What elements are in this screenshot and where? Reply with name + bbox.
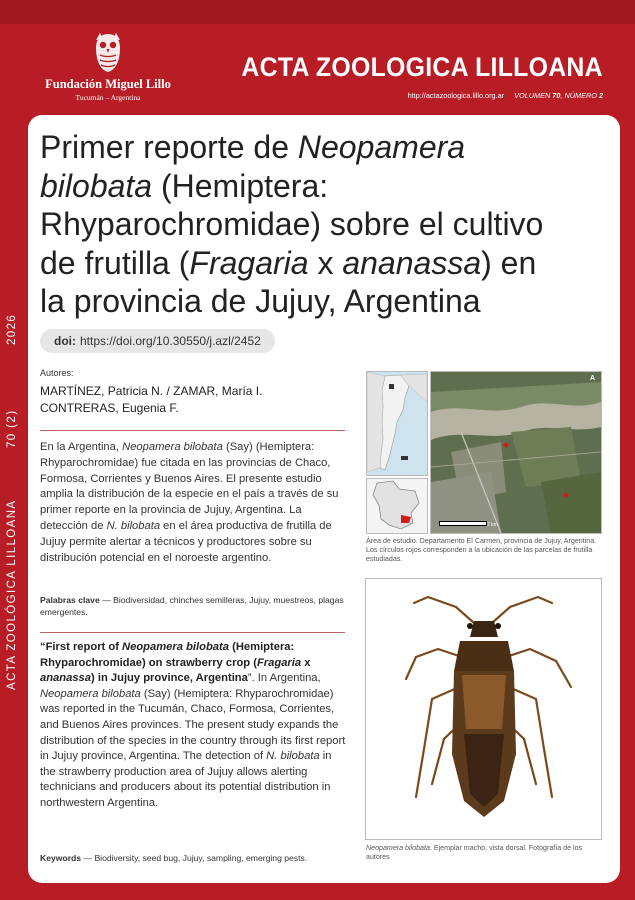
- doi-badge[interactable]: [40, 329, 275, 353]
- journal-title: ACTA ZOOLOGICA LILLOANA: [241, 52, 603, 82]
- north-arrow-icon: A: [589, 375, 595, 382]
- insect-caption: Neopamera bilobata. Ejemplar macho, vista dorsal. Fotografía de los autores: [366, 844, 583, 862]
- foundation-logo[interactable]: [38, 30, 178, 102]
- map-caption: Área de estudio. Departamento El Carmen, provincia de Jujuy, Argentina. Los círculos rojos corresponden a la ubicación de las parcelas de frutilla estudiadas.: [366, 537, 597, 564]
- abstract-es: En la Argentina, Neopamera bilobata (Say) (Hemiptera: Rhyparochromidae) fue citada en las provincias de Chaco, Formosa, Corrientes y Buenos Aires. El presente estudio amplia la distribución de la especie en el país a través de su primer reporte en la provincia de Jujuy, Argentina. La detección de N. bilobata en el área productiva de frutilla de Jujuy permite alertar a técnicos y productores sobre su distribución potencial en el noroeste argentino.: [40, 441, 339, 564]
- side-journal-label: ACTA ZOOLÓGICA LILLOANA: [6, 499, 18, 690]
- doi-label: doi:: [54, 334, 76, 348]
- journal-meta: [408, 91, 603, 100]
- top-band: [0, 0, 635, 24]
- map-inset-argentina: [366, 371, 428, 476]
- insect-photo: [365, 578, 602, 840]
- side-issue-label: 70 (2): [6, 409, 18, 448]
- scale-bar: [439, 521, 487, 526]
- side-strip: [0, 0, 28, 900]
- journal-url[interactable]: http://actazoologica.lillo.org.ar: [407, 91, 505, 100]
- volume-number: VOLUMEN 70, NÚMERO 2: [514, 91, 603, 100]
- keywords-es: Palabras clave — Biodiversidad, chinches semilleras, Jujuy, muestreos, plagas emergentes.: [40, 595, 344, 617]
- article-title: Primer reporte de Neopamera bilobata (Hemiptera: Rhyparochromidae) sobre el cultivo de frutilla (Fragaria x ananassa) en la provincia de Jujuy, Argentina: [40, 129, 544, 319]
- owl-logo-icon: [90, 30, 126, 74]
- side-year-label: 2026: [6, 313, 18, 345]
- abstract-en: “First report of Neopamera bilobata (Hemiptera: Rhyparochromidae) on strawberry crop (Fragaria x ananassa) in Jujuy province, Argentina”. In Argentina, Neopamera bilobata (Say) (Hemiptera: Rhyparochromidae) was reported in the Tucumán, Chaco, Formosa, Corrientes, and Buenos Aires provinces. The present study expands the distribution of the species in the country through its first report in Jujuy province, Argentina. The detection of N. bilobata in the strawberry production area of Jujuy allows alerting technicians and producers about its potential distribution in northwestern Argentina.: [40, 641, 346, 809]
- doi-link[interactable]: https://doi.org/10.30550/j.azl/2452: [80, 334, 261, 348]
- scale-label: 2 km: [487, 522, 498, 528]
- map-satellite: [430, 371, 602, 534]
- map-inset-jujuy: [366, 478, 428, 534]
- authors-list: [40, 383, 262, 417]
- authors-label: Autores:: [40, 368, 74, 378]
- org-city: Tucumán – Argentina: [75, 93, 141, 102]
- authors-line: CONTRERAS, Eugenia F.: [40, 401, 179, 415]
- divider: [40, 632, 345, 633]
- divider: [40, 430, 345, 431]
- org-name: Fundación Miguel Lillo: [45, 77, 171, 91]
- authors-line: MARTÍNEZ, Patricia N. / ZAMAR, María I.: [40, 384, 263, 398]
- keywords-en: Keywords — Biodiversity, seed bug, Jujuy, sampling, emerging pests.: [40, 853, 308, 863]
